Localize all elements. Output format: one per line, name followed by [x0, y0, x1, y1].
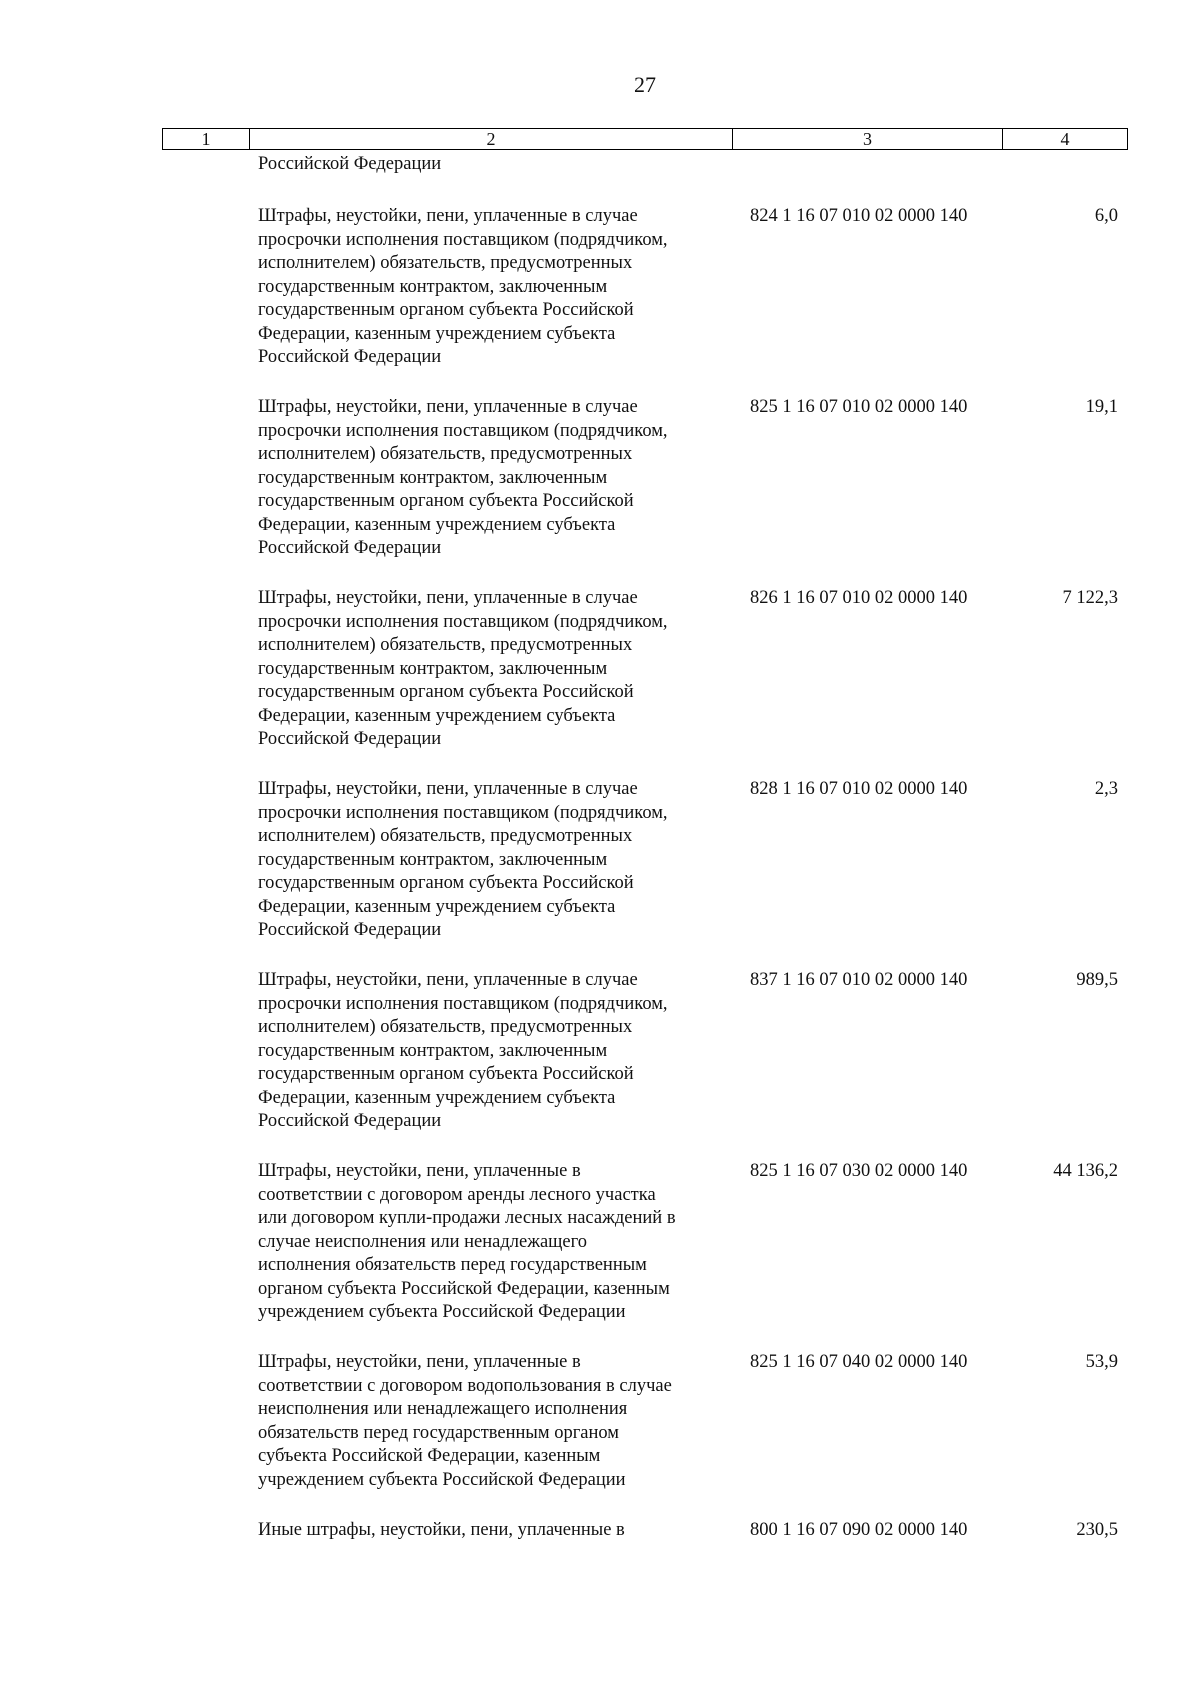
row-code: 826 1 16 07 010 02 0000 140 [750, 588, 968, 608]
row-description: Штрафы, неустойки, пени, уплаченные в соответствии с договором аренды лесного участка или договором купли-продажи лесных насаждений в случае неисполнения или ненадлежащего исполнения обязательств перед государственным органом субъекта Российской Федерации, казенным учреждением субъекта Российской Федерации [258, 1161, 676, 1322]
row-amount: 6,0 [1094, 206, 1118, 226]
header-col-2: 2 [250, 129, 733, 149]
row-amount: 19,1 [1085, 397, 1118, 417]
header-col-3: 3 [733, 129, 1003, 149]
continuation-text: Российской Федерации [258, 154, 442, 174]
row-code: 825 1 16 07 010 02 0000 140 [750, 397, 968, 417]
row-description: Штрафы, неустойки, пени, уплаченные в случае просрочки исполнения поставщиком (подрядчиком, исполнителем) обязательств, предусмотренных государственным контрактом, заключенным государственным органом субъекта Российской Федерации, казенным учреждением субъекта Российской Федерации [258, 397, 668, 558]
row-description: Штрафы, неустойки, пени, уплаченные в случае просрочки исполнения поставщиком (подрядчиком, исполнителем) обязательств, предусмотренных государственным контрактом, заключенным государственным органом субъекта Российской Федерации, казенным учреждением субъекта Российской Федерации [258, 970, 668, 1131]
row-description: Иные штрафы, неустойки, пени, уплаченные в [258, 1520, 625, 1540]
row-code: 825 1 16 07 040 02 0000 140 [750, 1352, 968, 1372]
row-description: Штрафы, неустойки, пени, уплаченные в соответствии с договором водопользования в случае неисполнения или ненадлежащего исполнения обязательств перед государственным органом субъекта Российской Федерации, казенным учреждением субъекта Российской Федерации [258, 1352, 672, 1490]
row-code: 825 1 16 07 030 02 0000 140 [750, 1161, 968, 1181]
row-amount: 53,9 [1085, 1352, 1118, 1372]
row-amount: 230,5 [1076, 1520, 1118, 1540]
header-col-4: 4 [1060, 129, 1070, 149]
header-col-1: 1 [163, 129, 250, 149]
table-header [162, 128, 1128, 150]
row-description: Штрафы, неустойки, пени, уплаченные в случае просрочки исполнения поставщиком (подрядчиком, исполнителем) обязательств, предусмотренных государственным контрактом, заключенным государственным органом субъекта Российской Федерации, казенным учреждением субъекта Российской Федерации [258, 206, 668, 367]
row-amount: 989,5 [1076, 970, 1118, 990]
row-code: 824 1 16 07 010 02 0000 140 [750, 206, 968, 226]
row-description: Штрафы, неустойки, пени, уплаченные в случае просрочки исполнения поставщиком (подрядчиком, исполнителем) обязательств, предусмотренных государственным контрактом, заключенным государственным органом субъекта Российской Федерации, казенным учреждением субъекта Российской Федерации [258, 779, 668, 940]
row-code: 837 1 16 07 010 02 0000 140 [750, 970, 968, 990]
row-code: 828 1 16 07 010 02 0000 140 [750, 779, 968, 799]
row-amount: 2,3 [1094, 779, 1118, 799]
page-number: 27 [634, 72, 656, 97]
row-description: Штрафы, неустойки, пени, уплаченные в случае просрочки исполнения поставщиком (подрядчиком, исполнителем) обязательств, предусмотренных государственным контрактом, заключенным государственным органом субъекта Российской Федерации, казенным учреждением субъекта Российской Федерации [258, 588, 668, 749]
row-amount: 7 122,3 [1062, 588, 1118, 608]
row-amount: 44 136,2 [1053, 1161, 1118, 1181]
row-code: 800 1 16 07 090 02 0000 140 [750, 1520, 968, 1540]
